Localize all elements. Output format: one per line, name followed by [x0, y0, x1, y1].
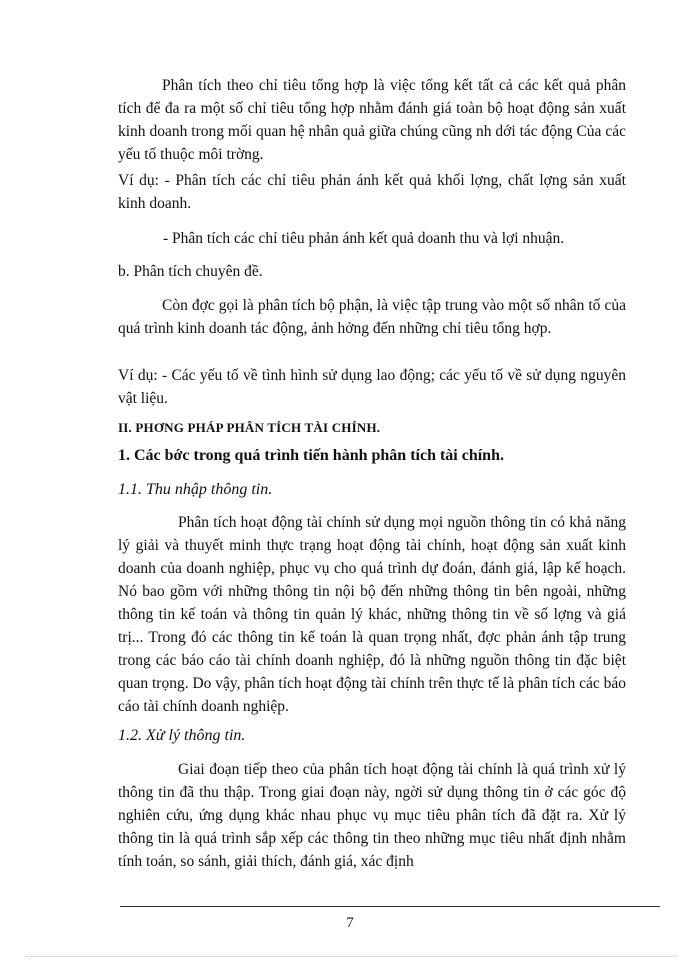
paragraph-example-2: Ví dụ: - Các yếu tố về tình hình sử dụng lao động; các yếu tố về sử dụng nguyên vật liệu.: [118, 367, 626, 407]
paragraph-summary-analysis: Phân tích theo chỉ tiêu tổng hợp là việc tổng kết tất cả các kết quả phân tích để đa ra một số chỉ tiêu tổng hợp nhằm đánh giá toàn bộ hoạt động sản xuất kinh doanh trong mối quan hệ nhân quả giữa chúng cũng nh dới tác động Của các yếu tố thuộc môi trờng.: [118, 77, 626, 163]
heading-section-1-1: 1.1. Thu nhập thông tin.: [118, 481, 273, 498]
paragraph-information-collection: Phân tích hoạt động tài chính sử dụng mọi nguồn thông tin có khả năng lý giải và thuyết minh thực trạng hoạt động tài chính, hoạt động sản xuất kinh doanh của doanh nghiệp, phục vụ cho quá trình dự đoán, đánh giá, lập kế hoạch. Nó bao gồm với những thông tin nội bộ đến những thông tin bên ngoài, những thông tin kế toán và thông tin quản lý khác, những thông tin về số lợng và giá trị... Trong đó các thông tin kế toán là quan trọng nhất, đợc phản ánh tập trung trong các báo cáo tài chính doanh nghiệp, đó là những nguồn thông tin đặc biệt quan trọng. Do vậy, phân tích hoạt động tài chính trên thực tế là phân tích các báo cáo tài chính doanh nghiệp.: [118, 514, 626, 715]
heading-section-1: 1. Các bớc trong quá trình tiến hành phân tích tài chính.: [118, 447, 504, 464]
paragraph-b-thematic: b. Phân tích chuyên đề.: [118, 263, 263, 280]
page-bottom-border: [26, 956, 676, 957]
heading-section-1-2: 1.2. Xử lý thông tin.: [118, 727, 246, 744]
paragraph-example-1: Ví dụ: - Phân tích các chỉ tiêu phản ánh kết quả khối lợng, chất lợng sản xuất kinh doanh.: [118, 172, 626, 212]
paragraph-thematic-desc: Còn đợc gọi là phân tích bộ phận, là việc tập trung vào một số nhân tố của quá trình kinh doanh tác động, ảnh hởng đến những chỉ tiêu tổng hợp.: [118, 297, 626, 337]
paragraph-information-processing: Giai đoạn tiếp theo của phân tích hoạt động tài chính là quá trình xử lý thông tin đã thu thập. Trong giai đoạn này, ngời sử dụng thông tin ở các góc độ nghiên cứu, ứng dụng khác nhau phục vụ mục tiêu phân tích đã đặt ra. Xử lý thông tin là quá trình sắp xếp các thông tin theo những mục tiêu nhất định nhằm tính toán, so sánh, giải thích, đánh giá, xác định: [118, 761, 626, 870]
page-number: 7: [346, 915, 354, 931]
footer-divider: [120, 906, 660, 907]
heading-section-II: II. PHƠNG PHÁP PHÂN TÍCH TÀI CHÍNH.: [118, 420, 381, 435]
paragraph-example-1-item-2: - Phân tích các chỉ tiêu phản ánh kết quả doanh thu và lợi nhuận.: [163, 230, 565, 247]
